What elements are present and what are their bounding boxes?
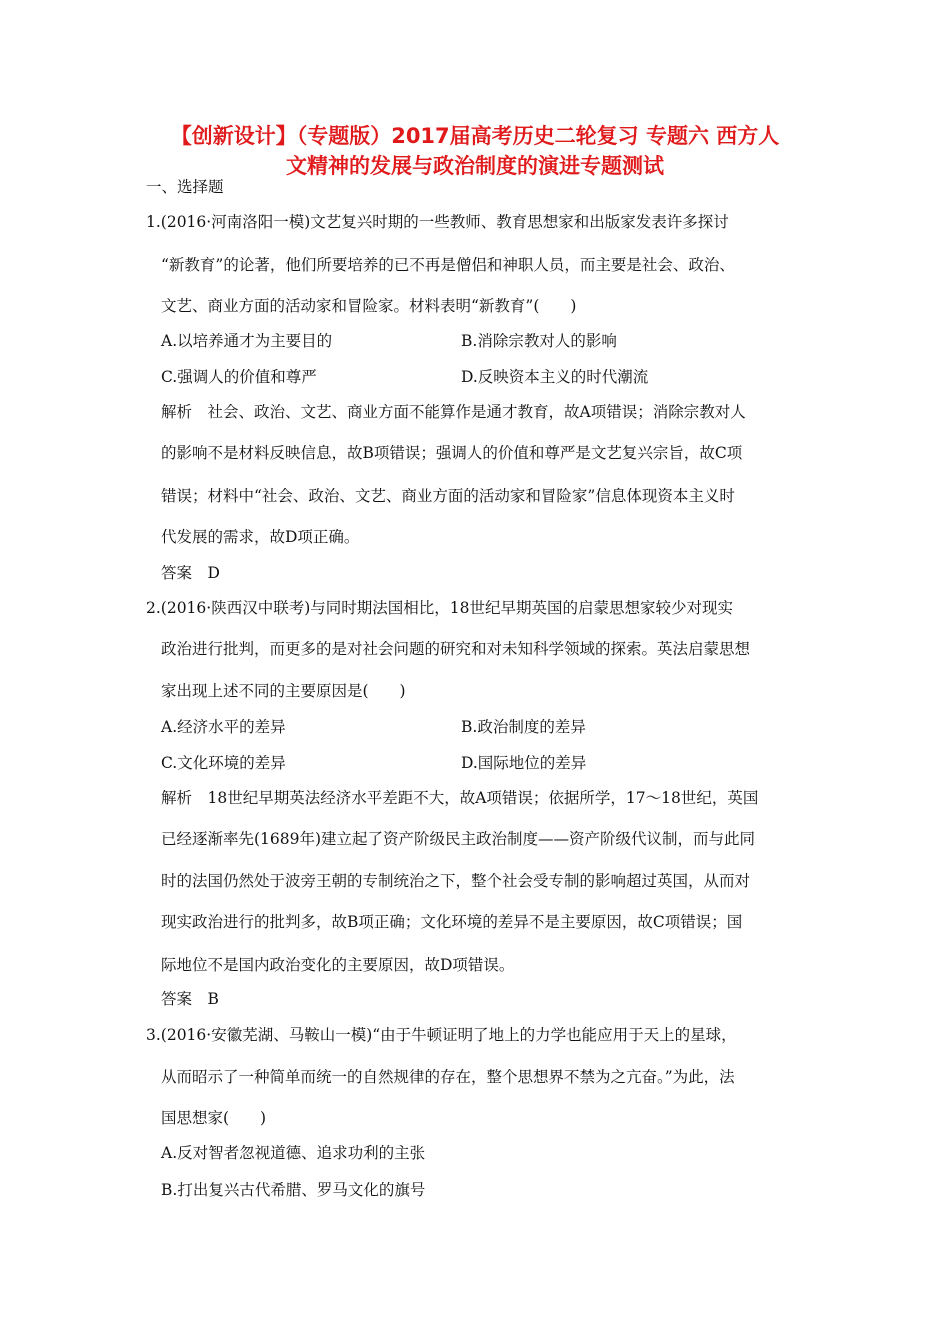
title-line-1: 【创新设计】（专题版）2017届高考历史二轮复习 专题六 西方人 xyxy=(170,124,780,148)
question-2-explanation-line-3: 时的法国仍然处于波旁王朝的专制统治之下，整个社会受专制的影响超过英国，从而对 xyxy=(161,872,751,890)
question-1-answer: 答案 D xyxy=(161,564,220,582)
question-2-explanation-line-2: 已经逐渐率先(1689年)建立起了资产阶级民主政治制度——资产阶级代议制，而与此同 xyxy=(161,830,756,848)
question-1-stem-line-3: 文艺、商业方面的活动家和冒险家。材料表明“新教育”( ) xyxy=(161,297,577,315)
question-1-option-d: D.反映资本主义的时代潮流 xyxy=(461,368,649,386)
question-2-explanation-line-4: 现实政治进行的批判多，故B项正确；文化环境的差异不是主要原因，故C项错误；国 xyxy=(161,913,743,931)
document-title xyxy=(140,121,810,181)
question-1-explanation-line-1: 解析 社会、政治、文艺、商业方面不能算作是通才教育，故A项错误；消除宗教对人 xyxy=(161,403,746,421)
question-1-explanation-line-4: 代发展的需求，故D项正确。 xyxy=(161,528,360,546)
question-3-stem-line-3: 国思想家( ) xyxy=(161,1109,267,1127)
question-2-explanation-line-1: 解析 18世纪早期英法经济水平差距不大，故A项错误；依据所学，17～18世纪，英国 xyxy=(161,789,759,807)
question-2-option-a: A.经济水平的差异 xyxy=(161,718,286,736)
question-1-option-c: C.强调人的价值和尊严 xyxy=(161,368,317,386)
question-1-stem-line-2: “新教育”的论著，他们所要培养的已不再是僧侣和神职人员，而主要是社会、政治、 xyxy=(161,256,735,274)
question-3-stem-line-2: 从而昭示了一种简单而统一的自然规律的存在，整个思想界不禁为之亢奋。”为此，法 xyxy=(161,1068,735,1086)
question-2-stem-line-2: 政治进行批判，而更多的是对社会问题的研究和对未知科学领域的探索。英法启蒙思想 xyxy=(161,640,751,658)
question-2-option-d: D.国际地位的差异 xyxy=(461,754,587,772)
question-2-explanation-line-5: 际地位不是国内政治变化的主要原因，故D项错误。 xyxy=(161,956,515,974)
question-2-stem-line-1: 2.(2016·陕西汉中联考)与同时期法国相比，18世纪早期英国的启蒙思想家较少对现实 xyxy=(146,599,733,617)
question-3-option-a: A.反对智者忽视道德、追求功利的主张 xyxy=(161,1144,426,1162)
section-heading: 一、选择题 xyxy=(146,178,224,196)
question-1-explanation-line-2: 的影响不是材料反映信息，故B项错误；强调人的价值和尊严是文艺复兴宗旨，故C项 xyxy=(161,444,743,462)
question-2-option-c: C.文化环境的差异 xyxy=(161,754,286,772)
question-1-stem-line-1: 1.(2016·河南洛阳一模)文艺复兴时期的一些教师、教育思想家和出版家发表许多探讨 xyxy=(146,213,729,231)
question-1-option-a: A.以培养通才为主要目的 xyxy=(161,332,333,350)
question-1-option-b: B.消除宗教对人的影响 xyxy=(461,332,617,350)
question-2-option-b: B.政治制度的差异 xyxy=(461,718,586,736)
question-1-explanation-line-3: 错误；材料中“社会、政治、文艺、商业方面的活动家和冒险家”信息体现资本主义时 xyxy=(161,487,735,505)
question-3-option-b: B.打出复兴古代希腊、罗马文化的旗号 xyxy=(161,1181,426,1199)
question-3-stem-line-1: 3.(2016·安徽芜湖、马鞍山一模)“由于牛顿证明了地上的力学也能应用于天上的星球， xyxy=(146,1026,737,1044)
title-line-2: 文精神的发展与政治制度的演进专题测试 xyxy=(286,154,664,178)
question-2-stem-line-3: 家出现上述不同的主要原因是( ) xyxy=(161,682,406,700)
question-2-answer: 答案 B xyxy=(161,990,219,1008)
